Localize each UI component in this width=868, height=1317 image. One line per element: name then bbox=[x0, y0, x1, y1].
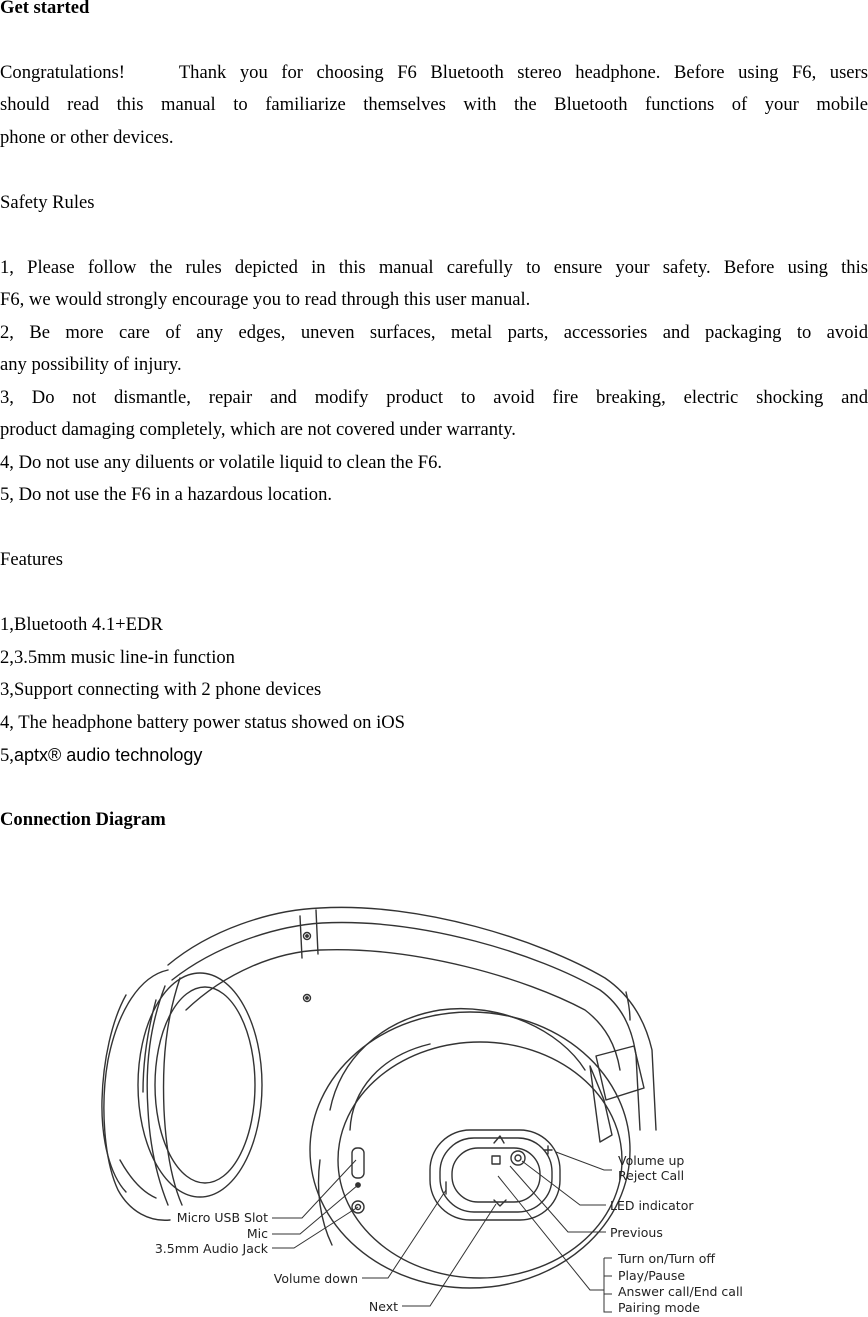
safety-rules-heading: Safety Rules bbox=[0, 192, 95, 213]
label-play-pause: Play/Pause bbox=[618, 1268, 686, 1283]
safety-rule-1a: 1, Please follow the rules depicted in this manual carefully to ensure your safety. Before using this bbox=[0, 257, 868, 278]
safety-rule-5: 5, Do not use the F6 in a hazardous location. bbox=[0, 484, 333, 505]
intro-line-3: phone or other devices. bbox=[0, 127, 174, 148]
label-pairing-mode: Pairing mode bbox=[618, 1300, 701, 1315]
label-answer-end-call: Answer call/End call bbox=[618, 1284, 743, 1299]
feature-3: 3,Support connecting with 2 phone devices bbox=[0, 679, 322, 700]
feature-1: 1,Bluetooth 4.1+EDR bbox=[0, 614, 163, 635]
label-micro-usb-slot: Micro USB Slot bbox=[176, 1210, 268, 1225]
callout-lines bbox=[272, 1152, 612, 1312]
headphone-drawing bbox=[102, 907, 656, 1288]
safety-rule-3b: product damaging completely, which are not covered under warranty. bbox=[0, 419, 516, 440]
feature-5-text: aptx® audio technology bbox=[13, 745, 203, 765]
label-mic: Mic bbox=[246, 1226, 268, 1241]
safety-rule-4: 4, Do not use any diluents or volatile liquid to clean the F6. bbox=[0, 452, 443, 473]
safety-rule-2b: any possibility of injury. bbox=[0, 354, 182, 375]
feature-5-prefix: 5, bbox=[0, 745, 14, 766]
label-led-indicator: LED indicator bbox=[610, 1198, 694, 1213]
intro-line-1: Congratulations! Thank you for choosing F6 Bluetooth stereo headphone. Before using F6, users bbox=[0, 62, 868, 83]
connection-diagram-heading: Connection Diagram bbox=[0, 809, 166, 830]
page-title: Get started bbox=[0, 0, 90, 18]
feature-2: 2,3.5mm music line-in function bbox=[0, 647, 235, 668]
label-audio-jack: 3.5mm Audio Jack bbox=[154, 1241, 268, 1256]
label-reject-call: Reject Call bbox=[618, 1168, 685, 1183]
safety-rule-1b: F6, we would strongly encourage you to read through this user manual. bbox=[0, 289, 531, 310]
label-turn-on-off: Turn on/Turn off bbox=[618, 1251, 715, 1266]
feature-4: 4, The headphone battery power status showed on iOS bbox=[0, 712, 406, 733]
intro-line-2: should read this manual to familiarize themselves with the Bluetooth functions of your mobile bbox=[0, 94, 868, 115]
features-heading: Features bbox=[0, 549, 63, 570]
safety-rule-2a: 2, Be more care of any edges, uneven surfaces, metal parts, accessories and packaging to avoid bbox=[0, 322, 868, 343]
label-volume-up: Volume up bbox=[618, 1153, 685, 1168]
label-volume-down: Volume down bbox=[273, 1271, 358, 1286]
diagram-labels bbox=[155, 1153, 743, 1315]
feature-5 bbox=[0, 739, 868, 773]
label-next: Next bbox=[368, 1299, 398, 1314]
headphone-diagram bbox=[0, 860, 868, 1317]
safety-rule-3a: 3, Do not dismantle, repair and modify product to avoid fire breaking, electric shocking and bbox=[0, 387, 868, 408]
label-previous: Previous bbox=[610, 1225, 663, 1240]
